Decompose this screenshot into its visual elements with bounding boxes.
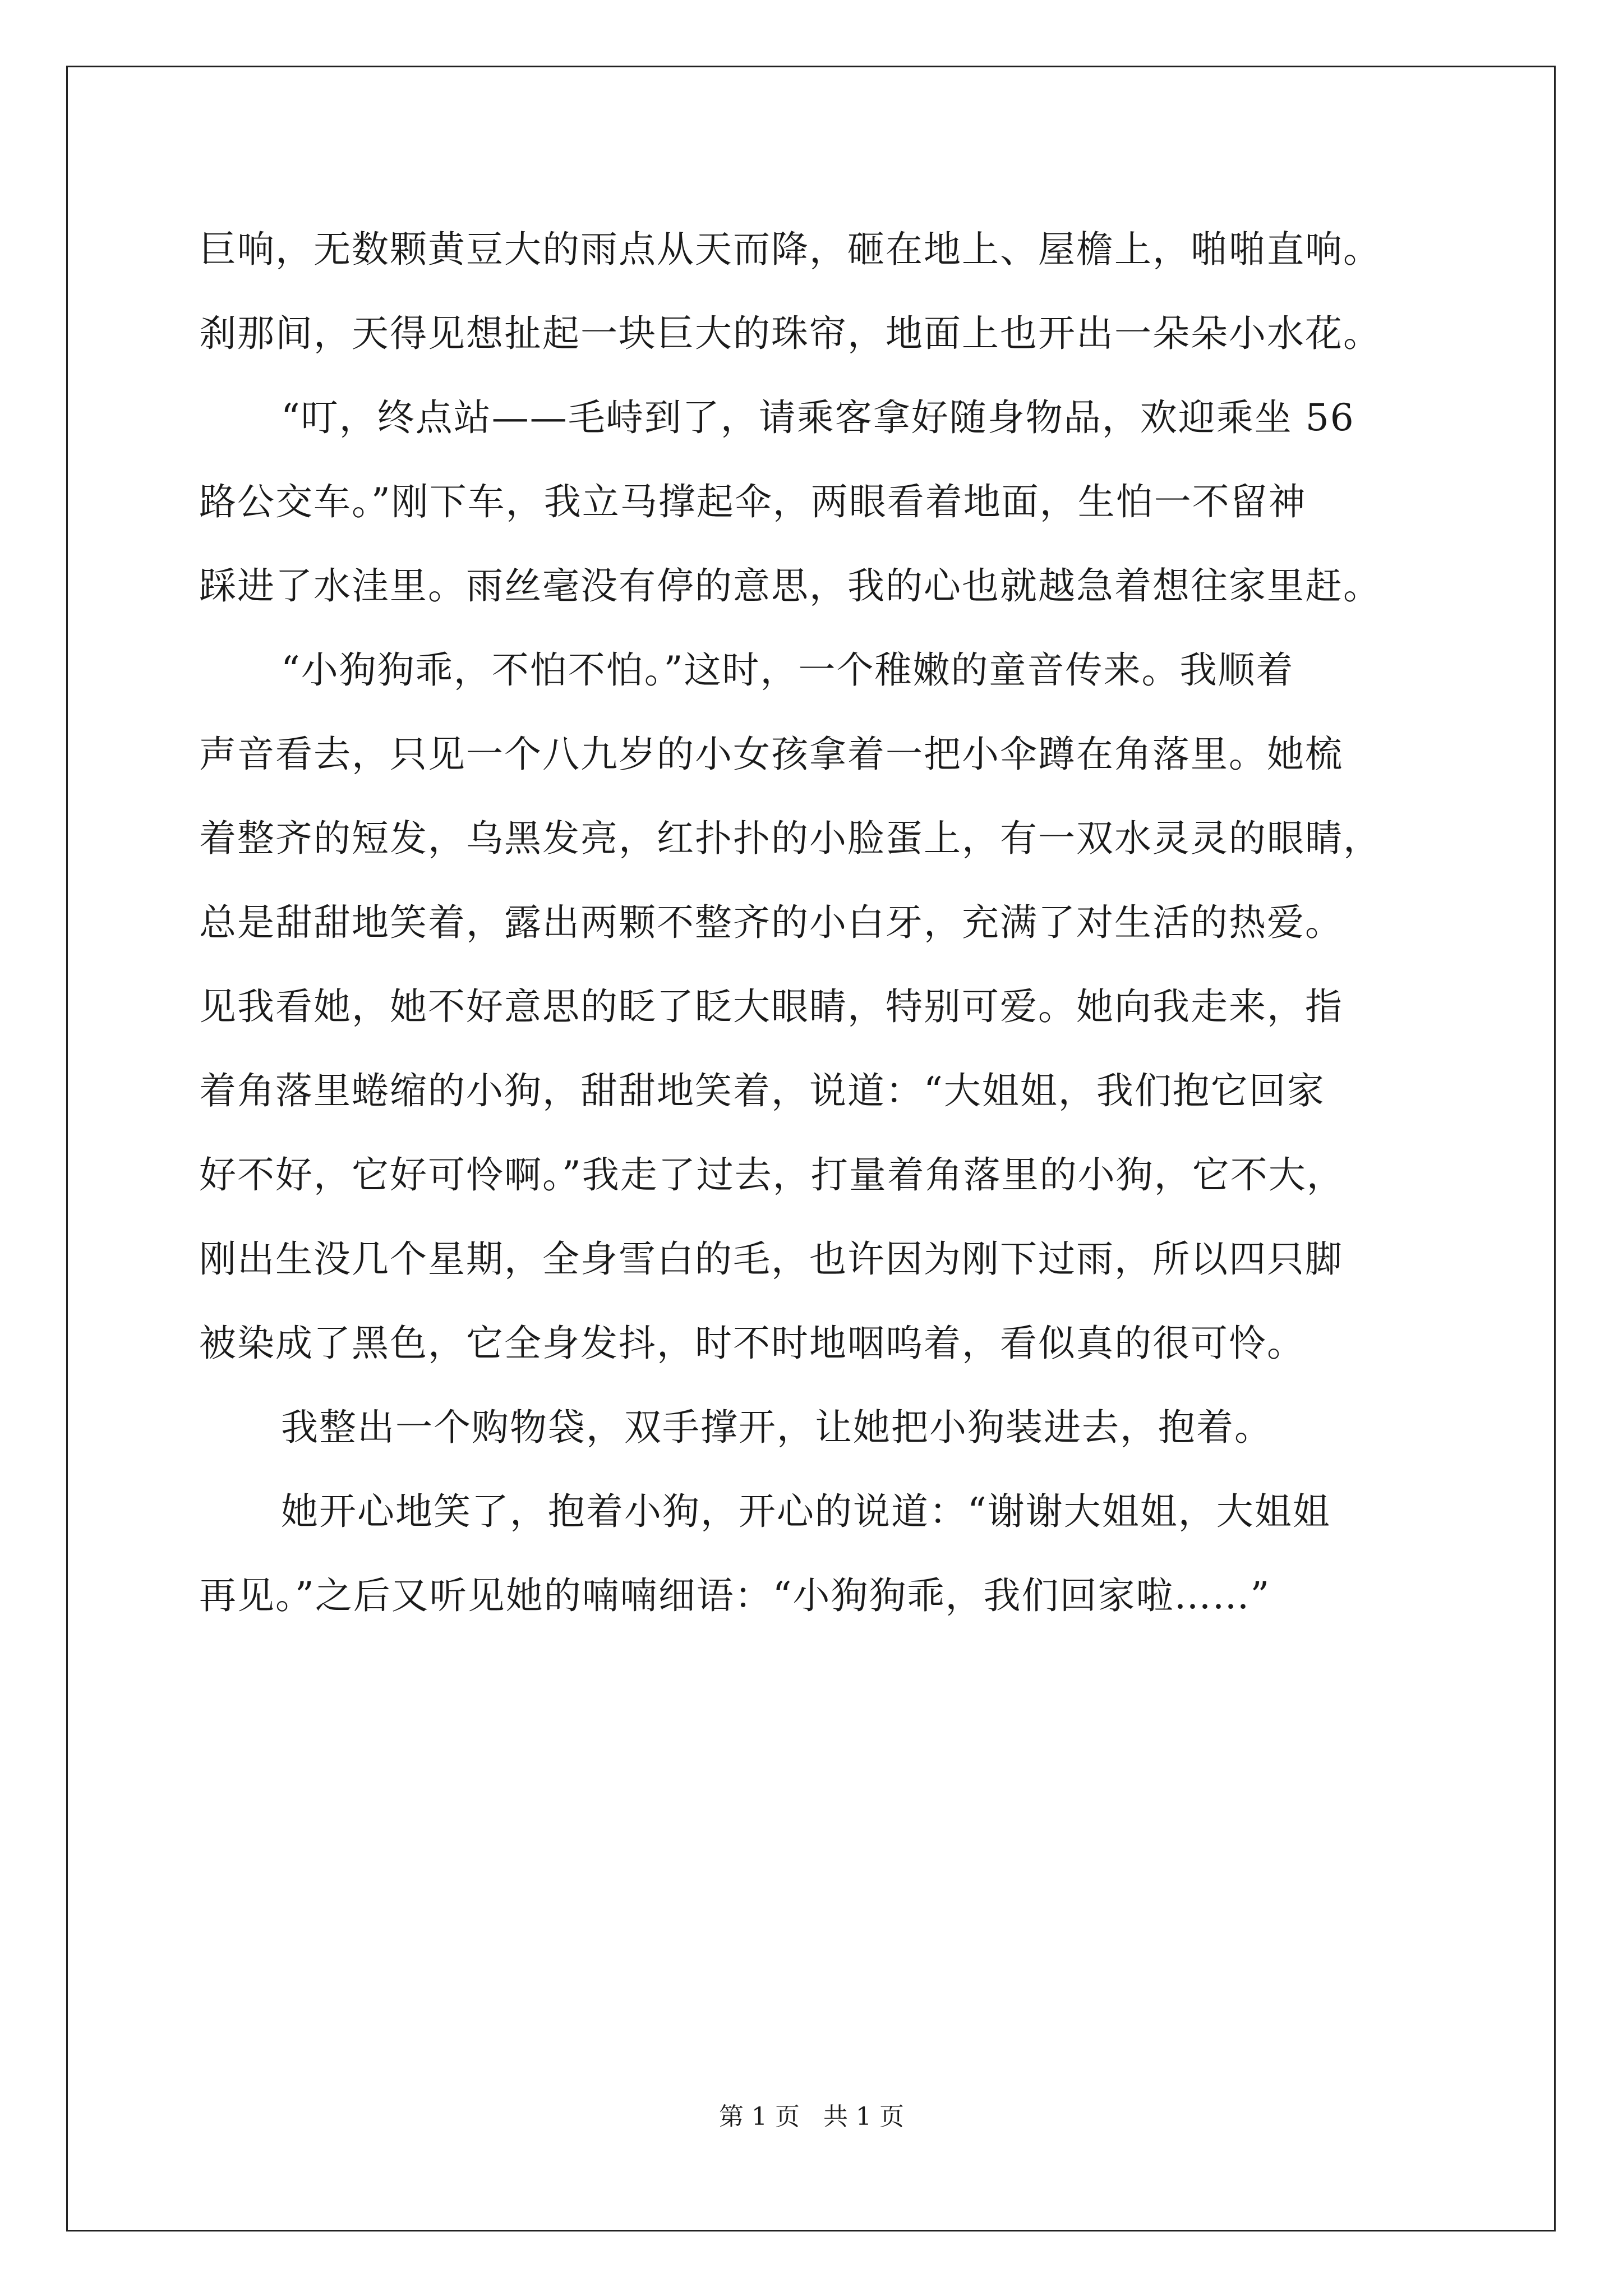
text-line: 踩进了水洼里。雨丝毫没有停的意思，我的心也就越急着想往家里赶。 — [199, 564, 1381, 608]
text-line: 再见。”之后又听见她的喃喃细语：“小狗狗乖，我们回家啦……” — [199, 1574, 1271, 1617]
text-line: 着整齐的短发，乌黑发亮，红扑扑的小脸蛋上，有一双水灵灵的眼睛， — [199, 817, 1381, 860]
paragraph-start-line: “小狗狗乖，不怕不怕。”这时，一个稚嫩的童音传来。我顺着 — [281, 648, 1294, 692]
text-line: 刚出生没几个星期，全身雪白的毛，也许因为刚下过雨，所以四只脚 — [199, 1237, 1343, 1281]
page-footer: 第 1 页 共 1 页 — [719, 2102, 904, 2131]
text-line: 声音看去，只见一个八九岁的小女孩拿着一把小伞蹲在角落里。她梳 — [199, 733, 1343, 776]
text-line: 着角落里蜷缩的小狗，甜甜地笑着，说道：“大姐姐，我们抱它回家 — [199, 1069, 1325, 1112]
paragraph-start-line: 她开心地笑了，抱着小狗，开心的说道：“谢谢大姐姐，大姐姐 — [281, 1490, 1331, 1533]
paragraph-start-line: 我整出一个购物袋，双手撑开，让她把小狗装进去，抱着。 — [281, 1406, 1272, 1449]
text-line: 巨响，无数颗黄豆大的雨点从天而降，砸在地上、屋檐上，啪啪直响。 — [199, 228, 1381, 271]
text-line: 刹那间，天得见想扯起一块巨大的珠帘，地面上也开出一朵朵小水花。 — [199, 312, 1381, 355]
paragraph-start-line: “叮，终点站——毛峙到了，请乘客拿好随身物品，欢迎乘坐 56 — [281, 396, 1355, 439]
text-line: 总是甜甜地笑着，露出两颗不整齐的小白牙，充满了对生活的热爱。 — [199, 901, 1343, 944]
text-line: 见我看她，她不好意思的眨了眨大眼睛，特别可爱。她向我走来，指 — [199, 985, 1343, 1028]
text-line: 被染成了黑色，它全身发抖，时不时地咽呜着，看似真的很可怜。 — [199, 1322, 1305, 1365]
text-line: 路公交车。”刚下车，我立马撑起伞，两眼看着地面，生怕一不留神 — [199, 480, 1307, 523]
document-body — [199, 208, 1444, 1638]
text-line: 好不好，它好可怜啊。”我走了过去，打量着角落里的小狗，它不大， — [199, 1153, 1345, 1197]
